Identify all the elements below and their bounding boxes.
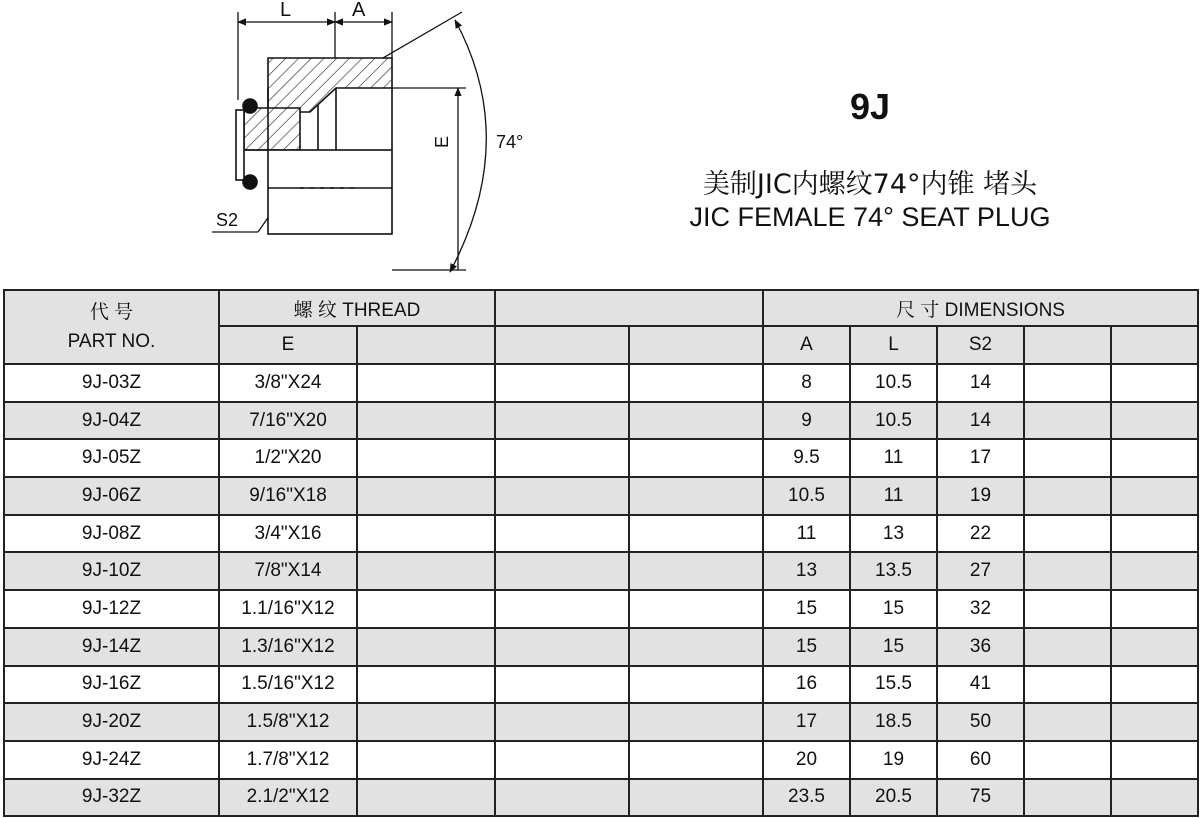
blank-cell bbox=[495, 439, 629, 477]
blank-cell bbox=[495, 364, 629, 402]
header-col-blank bbox=[495, 326, 629, 364]
blank-cell bbox=[357, 628, 495, 666]
part-number-cell: 9J-05Z bbox=[4, 439, 219, 477]
part-number-cell: 9J-14Z bbox=[4, 628, 219, 666]
part-number-cell: 9J-04Z bbox=[4, 402, 219, 440]
thread-e-cell: 1.1/16"X12 bbox=[219, 590, 357, 628]
blank-cell bbox=[1111, 515, 1198, 553]
blank-cell bbox=[629, 779, 763, 817]
header-col-blank bbox=[1024, 326, 1111, 364]
header-col-e: E bbox=[219, 326, 357, 364]
header-col-l: L bbox=[850, 326, 937, 364]
part-number-cell: 9J-08Z bbox=[4, 515, 219, 553]
header-col-blank bbox=[1111, 326, 1198, 364]
blank-cell bbox=[1024, 703, 1111, 741]
dimension-l-cell: 13 bbox=[850, 515, 937, 553]
table-body bbox=[4, 364, 1198, 816]
blank-cell bbox=[357, 515, 495, 553]
blank-cell bbox=[1111, 552, 1198, 590]
blank-cell bbox=[357, 779, 495, 817]
dimension-l-cell: 18.5 bbox=[850, 703, 937, 741]
dimension-l-cell: 11 bbox=[850, 439, 937, 477]
blank-cell bbox=[357, 703, 495, 741]
dimension-a-cell: 20 bbox=[763, 741, 850, 779]
header-col-blank bbox=[629, 326, 763, 364]
blank-cell bbox=[495, 515, 629, 553]
dimension-a-cell: 8 bbox=[763, 364, 850, 402]
dimension-a-cell: 16 bbox=[763, 666, 850, 704]
dimension-s2-cell: 75 bbox=[937, 779, 1024, 817]
table-row bbox=[4, 439, 1198, 477]
header-part-no-cn: 代 号 bbox=[89, 302, 134, 323]
dimension-s2-cell: 60 bbox=[937, 741, 1024, 779]
header-part-no bbox=[4, 290, 219, 364]
blank-cell bbox=[1111, 666, 1198, 704]
dimension-l-cell: 13.5 bbox=[850, 552, 937, 590]
thread-e-cell: 7/16"X20 bbox=[219, 402, 357, 440]
header-part-no-en: PART NO. bbox=[67, 331, 156, 352]
product-title-english: JIC FEMALE 74° SEAT PLUG bbox=[689, 202, 1051, 232]
dimension-l-cell: 10.5 bbox=[850, 402, 937, 440]
blank-cell bbox=[1024, 364, 1111, 402]
dimension-s2-cell: 27 bbox=[937, 552, 1024, 590]
blank-cell bbox=[1111, 779, 1198, 817]
blank-cell bbox=[1024, 477, 1111, 515]
thread-e-cell: 7/8"X14 bbox=[219, 552, 357, 590]
dimension-l-cell: 20.5 bbox=[850, 779, 937, 817]
table-row bbox=[4, 364, 1198, 402]
blank-cell bbox=[495, 628, 629, 666]
dim-label-A: A bbox=[352, 0, 366, 21]
blank-cell bbox=[1111, 439, 1198, 477]
table-row bbox=[4, 628, 1198, 666]
dimension-a-cell: 9.5 bbox=[763, 439, 850, 477]
dimension-s2-cell: 14 bbox=[937, 364, 1024, 402]
table-row bbox=[4, 703, 1198, 741]
table-row bbox=[4, 402, 1198, 440]
part-number-cell: 9J-24Z bbox=[4, 741, 219, 779]
blank-cell bbox=[1024, 666, 1111, 704]
blank-cell bbox=[1111, 402, 1198, 440]
blank-cell bbox=[629, 703, 763, 741]
blank-cell bbox=[629, 515, 763, 553]
blank-cell bbox=[629, 439, 763, 477]
dimension-l-cell: 11 bbox=[850, 477, 937, 515]
dimension-l-cell: 10.5 bbox=[850, 364, 937, 402]
dimension-s2-cell: 22 bbox=[937, 515, 1024, 553]
blank-cell bbox=[629, 402, 763, 440]
table-row bbox=[4, 477, 1198, 515]
dimension-s2-cell: 41 bbox=[937, 666, 1024, 704]
blank-cell bbox=[1111, 364, 1198, 402]
dimension-a-cell: 17 bbox=[763, 703, 850, 741]
blank-cell bbox=[629, 628, 763, 666]
specification-table bbox=[3, 289, 1199, 817]
dim-label-angle: 74° bbox=[496, 132, 524, 152]
blank-cell bbox=[495, 402, 629, 440]
part-number-cell: 9J-32Z bbox=[4, 779, 219, 817]
dimension-s2-cell: 17 bbox=[937, 439, 1024, 477]
blank-cell bbox=[495, 666, 629, 704]
thread-e-cell: 9/16"X18 bbox=[219, 477, 357, 515]
blank-cell bbox=[1111, 477, 1198, 515]
header-blank-group bbox=[495, 290, 763, 326]
table-row bbox=[4, 590, 1198, 628]
blank-cell bbox=[1111, 741, 1198, 779]
dimension-a-cell: 15 bbox=[763, 590, 850, 628]
thread-e-cell: 3/4"X16 bbox=[219, 515, 357, 553]
dimension-l-cell: 15 bbox=[850, 590, 937, 628]
plug-technical-drawing bbox=[0, 0, 640, 280]
dimension-l-cell: 15.5 bbox=[850, 666, 937, 704]
dimension-a-cell: 15 bbox=[763, 628, 850, 666]
thread-e-cell: 1.3/16"X12 bbox=[219, 628, 357, 666]
dimension-a-cell: 11 bbox=[763, 515, 850, 553]
blank-cell bbox=[495, 741, 629, 779]
dimension-l-cell: 19 bbox=[850, 741, 937, 779]
dim-label-L: L bbox=[280, 0, 292, 21]
blank-cell bbox=[1111, 628, 1198, 666]
blank-cell bbox=[629, 666, 763, 704]
blank-cell bbox=[1024, 439, 1111, 477]
thread-e-cell: 1.7/8"X12 bbox=[219, 741, 357, 779]
part-number-cell: 9J-16Z bbox=[4, 666, 219, 704]
blank-cell bbox=[1024, 402, 1111, 440]
header-dimensions-group: 尺 寸 DIMENSIONS bbox=[763, 290, 1198, 326]
blank-cell bbox=[1024, 779, 1111, 817]
dimension-s2-cell: 14 bbox=[937, 402, 1024, 440]
table-row bbox=[4, 741, 1198, 779]
thread-e-cell: 1.5/8"X12 bbox=[219, 703, 357, 741]
part-number-cell: 9J-06Z bbox=[4, 477, 219, 515]
blank-cell bbox=[1024, 552, 1111, 590]
blank-cell bbox=[357, 477, 495, 515]
part-number-cell: 9J-10Z bbox=[4, 552, 219, 590]
table-row bbox=[4, 552, 1198, 590]
blank-cell bbox=[495, 477, 629, 515]
blank-cell bbox=[357, 666, 495, 704]
table-row bbox=[4, 779, 1198, 817]
dim-label-E: E bbox=[432, 135, 452, 148]
product-title-chinese: 美制JIC内螺纹74°内锥 堵头 bbox=[702, 169, 1038, 200]
dimension-a-cell: 10.5 bbox=[763, 477, 850, 515]
blank-cell bbox=[629, 364, 763, 402]
blank-cell bbox=[1024, 515, 1111, 553]
header-thread-group: 螺 纹 THREAD bbox=[219, 290, 495, 326]
dimension-a-cell: 23.5 bbox=[763, 779, 850, 817]
blank-cell bbox=[495, 552, 629, 590]
dimension-s2-cell: 36 bbox=[937, 628, 1024, 666]
dimension-s2-cell: 19 bbox=[937, 477, 1024, 515]
blank-cell bbox=[629, 590, 763, 628]
table-header-row-1 bbox=[4, 290, 1198, 326]
table-row bbox=[4, 666, 1198, 704]
dimension-s2-cell: 50 bbox=[937, 703, 1024, 741]
dimension-l-cell: 15 bbox=[850, 628, 937, 666]
blank-cell bbox=[1024, 741, 1111, 779]
part-number-cell: 9J-12Z bbox=[4, 590, 219, 628]
header-col-s2: S2 bbox=[937, 326, 1024, 364]
dimension-s2-cell: 32 bbox=[937, 590, 1024, 628]
blank-cell bbox=[357, 590, 495, 628]
part-number-cell: 9J-03Z bbox=[4, 364, 219, 402]
dim-label-S2: S2 bbox=[216, 210, 239, 230]
blank-cell bbox=[495, 779, 629, 817]
thread-e-cell: 3/8"X24 bbox=[219, 364, 357, 402]
blank-cell bbox=[1111, 590, 1198, 628]
blank-cell bbox=[629, 552, 763, 590]
thread-e-cell: 1/2"X20 bbox=[219, 439, 357, 477]
header-col-a: A bbox=[763, 326, 850, 364]
part-number-cell: 9J-20Z bbox=[4, 703, 219, 741]
blank-cell bbox=[629, 741, 763, 779]
thread-e-cell: 2.1/2"X12 bbox=[219, 779, 357, 817]
blank-cell bbox=[495, 590, 629, 628]
plug-body bbox=[236, 58, 392, 234]
dimension-a-cell: 9 bbox=[763, 402, 850, 440]
blank-cell bbox=[629, 477, 763, 515]
thread-e-cell: 1.5/16"X12 bbox=[219, 666, 357, 704]
blank-cell bbox=[357, 552, 495, 590]
blank-cell bbox=[357, 741, 495, 779]
blank-cell bbox=[1024, 590, 1111, 628]
blank-cell bbox=[357, 439, 495, 477]
blank-cell bbox=[357, 364, 495, 402]
table-row bbox=[4, 515, 1198, 553]
blank-cell bbox=[1024, 628, 1111, 666]
blank-cell bbox=[495, 703, 629, 741]
blank-cell bbox=[357, 402, 495, 440]
blank-cell bbox=[1111, 703, 1198, 741]
dimension-a-cell: 13 bbox=[763, 552, 850, 590]
model-code: 9J bbox=[849, 86, 891, 127]
header-col-blank bbox=[357, 326, 495, 364]
